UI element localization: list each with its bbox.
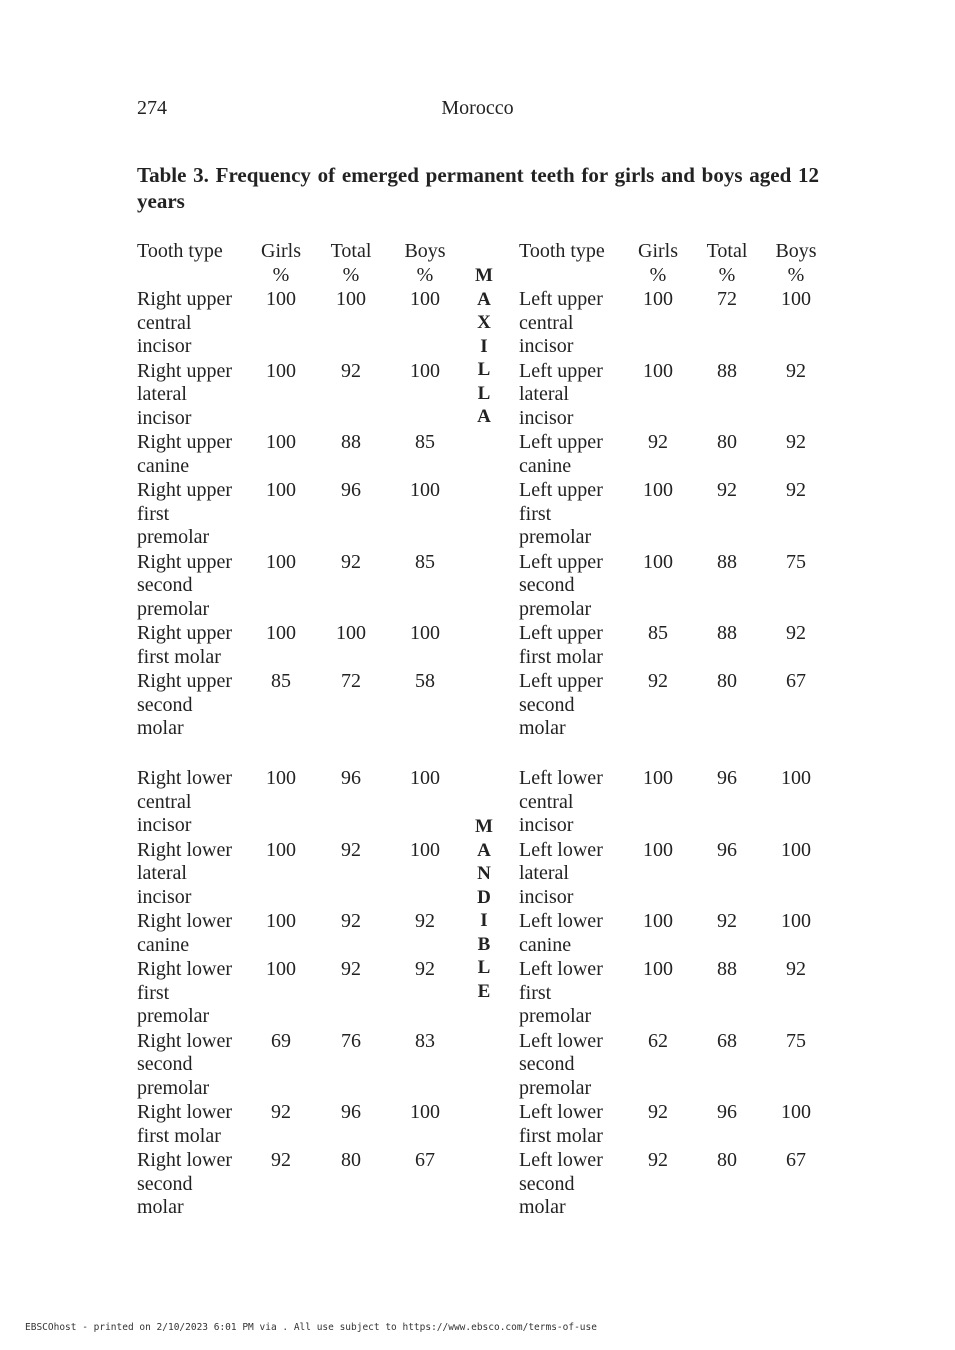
maxilla-label [469,264,499,429]
left-tooth-type-line: incisor [519,406,574,429]
left-tooth-type-line: lateral [519,862,569,884]
right-tooth-type-line: Right upper [137,622,232,644]
left-tooth-type-line: incisor [519,335,574,357]
left-tooth-type-line: premolar [519,1076,592,1099]
right-total-value: 80 [341,1149,361,1171]
right-tooth-type-line: incisor [137,406,192,429]
right-girls-value: 100 [266,958,296,980]
left-girls-value: 100 [643,838,673,861]
left-tooth-type-line: Left upper [519,622,603,644]
header-boys-line: % [787,263,805,286]
left-tooth-type-line: first molar [519,645,603,668]
right-total-value: 92 [341,359,361,382]
right-girls-value: 92 [271,1149,291,1171]
right-total-value: 88 [341,431,361,453]
right-tooth-type-line: Right lower [137,910,232,932]
left-tooth-type-line: first molar [519,1124,603,1147]
right-tooth-type-line: second [137,693,193,716]
left-girls-value: 100 [643,479,673,501]
right-tooth-type [137,767,232,838]
maxilla-label-letter: L [477,382,491,404]
left-girls-value: 100 [643,288,673,310]
left-tooth-type-line: central [519,311,574,334]
left-tooth-type [519,910,603,957]
left-girls-value: 92 [648,431,668,453]
right-tooth-type [137,288,232,359]
table-caption: Table 3. Frequency of emerged permanent teeth for girls and boys aged 12 years [137,163,819,213]
right-tooth-type-line: first [137,981,170,1004]
left-girls-value: 62 [648,1029,668,1052]
right-boys-value: 85 [415,550,435,573]
maxilla-label-letter: M [475,265,493,286]
right-tooth-type-line: Right lower [137,1101,232,1123]
right-girls-value: 100 [266,431,296,453]
header-girls-line: % [272,263,290,286]
header-total-line: % [342,263,360,286]
left-girls-value: 92 [648,1149,668,1171]
left-tooth-type [519,551,603,622]
right-tooth-type-line: incisor [137,335,192,357]
right-tooth-type-line: second [137,574,193,596]
left-total-value: 80 [717,1149,737,1171]
print-footer: EBSCOhost - printed on 2/10/2023 6:01 PM via . All use subject to https://www.ebsco.com/terms-of-use [25,1322,597,1333]
left-tooth-type-line: canine [519,454,572,477]
left-tooth-type [519,431,603,478]
right-girls-value: 100 [266,288,296,310]
right-boys-value: 100 [410,767,440,789]
left-boys-value: 92 [786,958,806,980]
right-total-value: 92 [341,838,361,861]
left-tooth-type-line: Left lower [519,1149,603,1171]
header-total-line: Total [706,240,748,262]
left-boys-value: 75 [786,1029,806,1052]
right-tooth-type-line: central [137,790,192,813]
right-girls-value: 85 [271,670,291,692]
left-tooth-type [519,288,603,359]
left-total-value: 88 [717,958,737,980]
left-boys-value: 67 [786,1149,806,1171]
right-boys-value: 100 [410,1101,440,1123]
right-total-value: 96 [341,767,361,789]
mandible-label-letter: L [477,957,491,978]
left-tooth-type-line: premolar [519,1005,592,1027]
right-boys-value: 100 [410,359,440,382]
mandible-label-letter: A [477,839,491,861]
left-tooth-type-line: Left upper [519,550,603,573]
right-boys-value: 67 [415,1149,435,1171]
right-boys-value: 85 [415,431,435,453]
left-tooth-type-line: second [519,1172,575,1195]
right-tooth-type-line: premolar [137,526,210,548]
right-total-value: 76 [341,1029,361,1052]
right-tooth-type-line: premolar [137,597,210,620]
header-boys [766,240,826,287]
left-tooth-type-line: second [519,574,575,596]
maxilla-label-letter: X [477,312,491,333]
mandible-label-letter: D [477,886,491,908]
right-tooth-type-line: canine [137,454,190,477]
left-total-value: 88 [717,359,737,382]
left-boys-value: 92 [786,479,806,501]
header-tooth-type: Tooth type [519,240,605,262]
left-tooth-type-line: Left lower [519,910,603,932]
right-girls-value: 100 [266,910,296,932]
right-tooth-type-line: Right upper [137,431,232,453]
header-boys [395,240,455,287]
left-tooth-type-line: lateral [519,383,569,405]
right-girls-value: 92 [271,1101,291,1123]
right-tooth-type-line: second [137,1172,193,1195]
header-girls [628,240,688,287]
right-girls-value: 100 [266,767,296,789]
left-girls-value: 100 [643,359,673,382]
header-total-line: % [718,263,736,286]
left-tooth-type [519,839,603,910]
left-boys-value: 100 [781,838,811,861]
running-title: Morocco [441,97,514,119]
left-girls-value: 92 [648,1101,668,1123]
left-tooth-type-line: Left upper [519,670,603,692]
right-tooth-type-line: Right upper [137,288,232,310]
left-girls-value: 100 [643,910,673,932]
right-tooth-type-line: second [137,1053,193,1075]
right-tooth-type [137,360,232,431]
right-total-value: 92 [341,958,361,980]
left-total-value: 92 [717,479,737,501]
right-tooth-type [137,479,232,550]
header-boys-line: % [416,263,434,286]
left-tooth-type [519,1030,603,1101]
left-tooth-type [519,670,603,741]
left-total-value: 92 [717,910,737,932]
left-tooth-type [519,767,603,838]
left-tooth-type-line: second [519,1053,575,1075]
right-tooth-type [137,1101,232,1148]
right-tooth-type [137,551,232,622]
right-boys-value: 100 [410,479,440,501]
right-tooth-type-line: Right lower [137,767,232,789]
right-boys-value: 58 [415,670,435,692]
left-total-value: 96 [717,838,737,861]
left-boys-value: 92 [786,622,806,644]
left-tooth-type [519,1101,603,1148]
right-boys-value: 92 [415,958,435,980]
left-total-value: 96 [717,1101,737,1123]
left-tooth-type-line: incisor [519,885,574,908]
right-tooth-type-line: Right upper [137,359,232,382]
right-tooth-type-line: canine [137,933,190,956]
left-boys-value: 92 [786,359,806,382]
left-tooth-type [519,958,603,1029]
right-tooth-type-line: Right upper [137,479,232,501]
left-tooth-type [519,479,603,550]
left-tooth-type-line: second [519,693,575,716]
right-tooth-type-line: Right upper [137,550,232,573]
mandible-label-letter: E [477,980,491,1002]
right-tooth-type-line: molar [137,717,184,739]
right-total-value: 100 [336,288,366,310]
right-tooth-type-line: Right lower [137,1149,232,1171]
left-girls-value: 100 [643,958,673,980]
right-tooth-type-line: Right upper [137,670,232,692]
header-total [321,240,381,287]
right-tooth-type [137,1149,232,1220]
mandible-label-letter: B [477,933,491,955]
header-girls [251,240,311,287]
mandible-label-letter: I [480,910,488,931]
maxilla-label-letter: I [480,335,488,357]
right-tooth-type-line: molar [137,1196,184,1218]
right-tooth-type-line: incisor [137,885,192,908]
right-boys-value: 100 [410,622,440,644]
left-tooth-type-line: first [519,981,552,1004]
right-boys-value: 92 [415,910,435,932]
page-number: 274 [137,97,167,119]
header-boys-line: Boys [404,240,446,262]
right-tooth-type-line: Right lower [137,838,232,861]
left-girls-value: 100 [643,550,673,573]
right-total-value: 72 [341,670,361,692]
right-boys-value: 100 [410,288,440,310]
right-tooth-type-line: first molar [137,645,221,668]
left-boys-value: 100 [781,288,811,310]
left-tooth-type [519,1149,603,1220]
left-total-value: 88 [717,622,737,644]
right-girls-value: 100 [266,550,296,573]
right-girls-value: 100 [266,838,296,861]
header-total [697,240,757,287]
right-boys-value: 83 [415,1029,435,1052]
left-total-value: 80 [717,670,737,692]
left-tooth-type-line: incisor [519,814,574,836]
header-boys-line: Boys [775,240,817,262]
header-girls-line: Girls [261,240,301,262]
left-tooth-type-line: Left upper [519,359,603,382]
left-boys-value: 100 [781,910,811,932]
right-tooth-type [137,1030,232,1101]
header-total-line: Total [330,240,372,262]
left-boys-value: 92 [786,431,806,453]
right-tooth-type-line: Right lower [137,958,232,980]
right-tooth-type [137,670,232,741]
left-tooth-type-line: Left lower [519,838,603,861]
right-tooth-type-line: lateral [137,383,187,405]
left-girls-value: 100 [643,767,673,789]
left-tooth-type-line: Left upper [519,288,603,310]
right-tooth-type-line: incisor [137,814,192,836]
left-tooth-type-line: central [519,790,574,813]
right-total-value: 96 [341,479,361,501]
maxilla-label-letter: A [477,288,491,310]
maxilla-label-letter: A [477,406,491,427]
left-tooth-type [519,622,603,669]
left-girls-value: 85 [648,622,668,644]
right-girls-value: 100 [266,479,296,501]
right-tooth-type-line: central [137,311,192,334]
right-tooth-type-line: first [137,502,170,525]
mandible-label-letter: M [475,816,493,837]
left-total-value: 72 [717,288,737,310]
left-tooth-type-line: first [519,502,552,525]
left-tooth-type-line: Left lower [519,958,603,980]
right-girls-value: 69 [271,1029,291,1052]
right-tooth-type [137,910,232,957]
left-boys-value: 75 [786,550,806,573]
left-boys-value: 67 [786,670,806,692]
left-tooth-type-line: premolar [519,597,592,620]
right-tooth-type-line: Right lower [137,1029,232,1052]
left-total-value: 80 [717,431,737,453]
header-tooth-type: Tooth type [137,240,223,262]
right-tooth-type [137,622,232,669]
right-boys-value: 100 [410,838,440,861]
left-tooth-type-line: Left upper [519,431,603,453]
right-tooth-type [137,839,232,910]
right-tooth-type-line: premolar [137,1076,210,1099]
left-total-value: 96 [717,767,737,789]
right-total-value: 92 [341,550,361,573]
left-tooth-type-line: molar [519,1196,566,1218]
mandible-label [469,815,499,1003]
left-tooth-type-line: premolar [519,526,592,548]
right-tooth-type-line: lateral [137,862,187,884]
left-total-value: 88 [717,550,737,573]
left-tooth-type-line: molar [519,717,566,739]
right-tooth-type-line: first molar [137,1124,221,1147]
right-girls-value: 100 [266,622,296,644]
right-tooth-type-line: premolar [137,1005,210,1027]
maxilla-label-letter: L [477,359,491,380]
left-tooth-type [519,360,603,431]
header-girls-line: % [649,263,667,286]
right-tooth-type [137,431,232,478]
left-boys-value: 100 [781,1101,811,1123]
left-total-value: 68 [717,1029,737,1052]
left-tooth-type-line: Left lower [519,1101,603,1123]
right-total-value: 96 [341,1101,361,1123]
left-tooth-type-line: Left lower [519,767,603,789]
right-total-value: 100 [336,622,366,644]
left-tooth-type-line: Left lower [519,1029,603,1052]
right-total-value: 92 [341,910,361,932]
right-tooth-type [137,958,232,1029]
mandible-label-letter: N [477,863,491,884]
left-girls-value: 92 [648,670,668,692]
left-tooth-type-line: Left upper [519,479,603,501]
header-girls-line: Girls [638,240,678,262]
right-girls-value: 100 [266,359,296,382]
left-boys-value: 100 [781,767,811,789]
left-tooth-type-line: canine [519,933,572,956]
